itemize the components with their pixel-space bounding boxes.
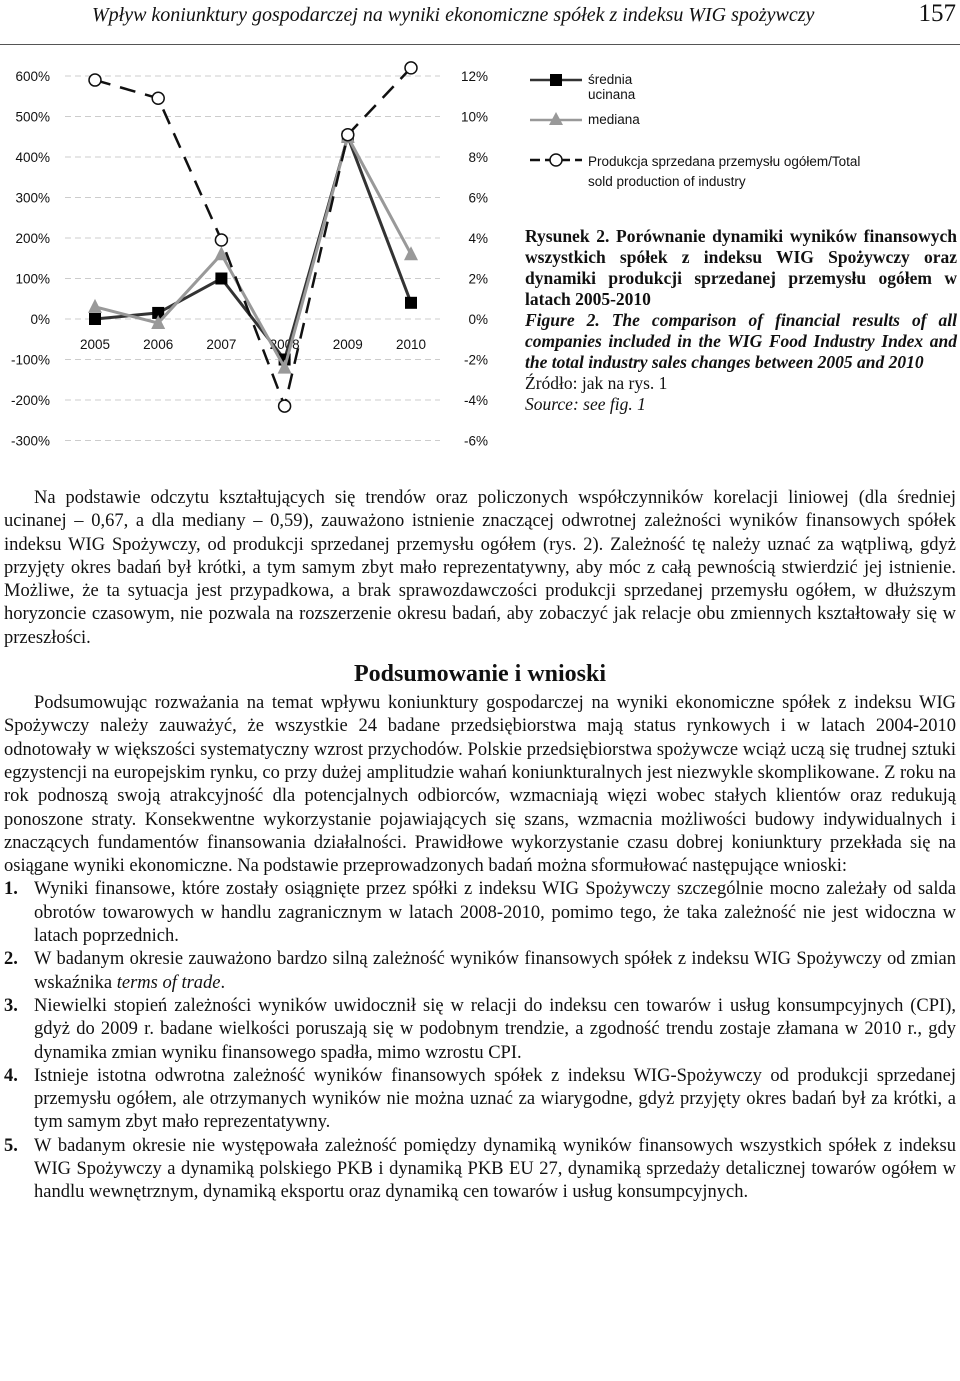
x-tick-label: 2009 [332, 337, 363, 352]
data-point [404, 246, 418, 260]
line-chart [0, 50, 500, 460]
data-point [89, 313, 101, 325]
list-number: 4. [4, 1065, 18, 1086]
article-body [4, 487, 956, 1205]
y-right-tick-label: 4% [468, 231, 488, 246]
list-text: Wyniki finansowe, które zostały osiągnięte przez spółki z indeksu WIG Spożywczy szczególnie mocno zależały od salda obrotów towarowych w handlu zagranicznym w latach 2008-2010, pomimo tego, że taka zależność nie jest widoczna w latach poprzednich. [34, 879, 956, 947]
legend-label: Produkcja sprzedana przemysłu ogółem/Total sold production of industry [588, 154, 861, 189]
data-point [279, 400, 291, 412]
y-left-tick-label: 600% [15, 69, 50, 84]
x-tick-label: 2010 [395, 337, 427, 352]
caption-source-en: Source: see fig. 1 [525, 394, 646, 414]
y-right-tick-label: -2% [463, 352, 488, 368]
list-item [4, 878, 956, 948]
body-paragraph: Na podstawie odczytu kształtujących się trendów oraz policzonych współczynników korelacji liniowej (dla średniej ucinanej – 0,67, a dla mediany – 0,59), zauważono istnienie znaczącej odwrotnej zależności wyników finansowych spółek indeksu WIG Spożywczy, od produkcji sprzedanej przemysłu ogółem (rys. 2). Zależność tę należy uznać za wątpliwą, gdyż przyjęty okres badań był krótki, a tym samym zbyt mało reprezentatywny, aby móc z całą pewnością stwierdzić jej istnienie. Możliwe, że ta sytuacja jest przypadkowa, a brak sprawozdawczości produkcji sprzedanej przemysłu ogółem, w dłuższym horyzoncie czasowym, nie pozwala na rozszerzenie okresu badań, aby zobaczyć jak relacje obu zmiennych kształtowały się w przeszłości. [4, 488, 956, 648]
y-right-tick-label: -6% [463, 433, 488, 449]
data-point [215, 234, 227, 246]
caption-pl: Rysunek 2. Porównanie dynamiki wyników finansowych wszystkich spółek z indeksu WIG Spożywczy oraz dynamiki produkcji sprzedanej przemysłu ogółem w latach 2005-2010 [525, 226, 957, 309]
data-point [89, 74, 101, 86]
list-text: W badanym okresie zauważono bardzo silną zależność wyników finansowych spółek z indeksu WIG Spożywczy od zmian wskaźnika [34, 949, 956, 993]
legend-label: mediana [588, 112, 640, 127]
section-title: Podsumowanie i wnioski [353, 661, 607, 688]
data-point [215, 273, 227, 285]
data-point [152, 92, 164, 104]
y-right-tick-label: 8% [468, 150, 488, 165]
caption-en: Figure 2. The comparison of financial results of all companies included in the WIG Food Industry Index and the total industry sales changes between 2005 and 2010 [525, 310, 957, 372]
list-text: Niewielki stopień zależności wyników uwidocznił się w relacji do indeksu cen towarów i usług konsumpcyjnych (CPI), gdyż do 2009 r. badane wielkości poruszają się w podobnym trendzie, a zgodność trendu zostaje złamana w 2010 r., gdy dynamika zmian wyniku finansowego spadła, mimo wzrostu CPI. [34, 995, 956, 1063]
x-tick-label: 2006 [143, 337, 174, 352]
list-text: Istnieje istotna odwrotna zależność wyników finansowych spółek z indeksu WIG-Spożywczy od produkcji sprzedanej przemysłu ogółem, ale otrzymanych wyników nie można uznać za wiarygodne, gdyż przyjęty okres badań był za krótki, a tym samym zbyt mało reprezentatywny. [34, 1065, 956, 1133]
series-line [95, 68, 411, 406]
data-point [342, 129, 354, 141]
y-left-tick-label: -100% [10, 352, 50, 368]
legend-square-marker-icon [528, 70, 584, 90]
data-point [405, 62, 417, 74]
x-tick-label: 2008 [269, 337, 300, 352]
y-right-tick-label: 10% [460, 109, 488, 125]
series-line [95, 137, 411, 368]
y-left-tick-label: -300% [10, 433, 50, 449]
y-left-tick-label: 200% [15, 231, 50, 246]
header-title: Wpływ koniunktury gospodarczej na wyniki ekonomiczne spółek z indeksu WIG spożywczy [92, 4, 815, 26]
running-header [0, 0, 960, 45]
legend-circle-marker-icon [528, 150, 584, 170]
y-right-tick-label: 12% [460, 69, 488, 84]
y-right-tick-label: 6% [468, 190, 488, 206]
y-right-tick-label: 2% [468, 271, 488, 287]
conclusions-list [4, 878, 956, 1204]
list-emphasis: terms of trade [116, 972, 221, 993]
x-tick-label: 2007 [206, 337, 237, 352]
y-left-tick-label: 300% [15, 190, 50, 206]
list-text: W badanym okresie nie występowała zależność pomiędzy dynamiką wyników finansowych wszystkich spółek z indeksu WIG Spożywczy a dynamiką polskiego PKB i dynamiką PKB EU 27, dynamiką sprzedaży detalicznej towarów ogółem w handlu wewnętrznym, dynamiką eksportu oraz dynamiką cen towarów i usług konsumpcyjnych. [34, 1135, 956, 1203]
list-number: 5. [4, 1135, 18, 1156]
data-point [88, 299, 102, 313]
body-paragraph: Podsumowując rozważania na temat wpływu koniunktury gospodarczej na wyniki ekonomiczne spółek z indeksu WIG Spożywczy należy zauważyć, że wszystkie 24 badane przedsiębiorstwa mają status rynkowych i w latach 2004-2010 odnotowały w większości systematyczny wzrost przychodów. Polskie przedsiębiorstwa spożywcze wciąż uczą się trudnej sztuki egzystencji na europejskim rynku, co przy dużej amplitudzie wahań koniunkturalnych jest niezwykle skomplikowane. Z roku na rok podnoszą swoją atrakcyjność dla potencjalnych odbiorców, wzmacniają więzi wobec stałych klientów oraz redukują ponoszone straty. Konsekwentne wykorzystanie pojawiających się szans, wzmacnia możliwości budowy indywidualnych i znaczących fundamentów finansowania działalności. Prawidłowe wykorzystanie czasu dobrej koniunktury przekłada się na osiągane wyniki ekonomiczne. Na podstawie przeprowadzonych badań można sformułować następujące wnioski: [4, 693, 956, 877]
legend-label: średnia ucinana [588, 72, 636, 102]
y-left-tick-label: 400% [15, 150, 50, 165]
y-left-tick-label: -200% [10, 393, 50, 408]
list-number: 3. [4, 995, 18, 1016]
figure-caption [525, 226, 957, 415]
list-item [4, 1135, 956, 1205]
y-right-tick-label: 0% [468, 312, 488, 327]
x-tick-label: 2005 [79, 337, 111, 352]
caption-source-pl: Źródło: jak na rys. 1 [525, 373, 668, 393]
y-left-tick-label: 0% [30, 312, 50, 327]
list-number: 1. [4, 879, 18, 900]
page-number: 157 [918, 0, 956, 27]
list-text-after: . [220, 972, 226, 993]
y-left-tick-label: 100% [15, 271, 50, 287]
y-right-tick-label: -4% [463, 393, 488, 408]
list-number: 2. [4, 949, 18, 970]
list-item [4, 1065, 956, 1135]
data-point [405, 297, 417, 309]
list-item [4, 995, 956, 1065]
y-left-tick-label: 500% [15, 109, 50, 125]
list-item [4, 948, 956, 995]
legend-triangle-marker-icon [528, 110, 584, 130]
